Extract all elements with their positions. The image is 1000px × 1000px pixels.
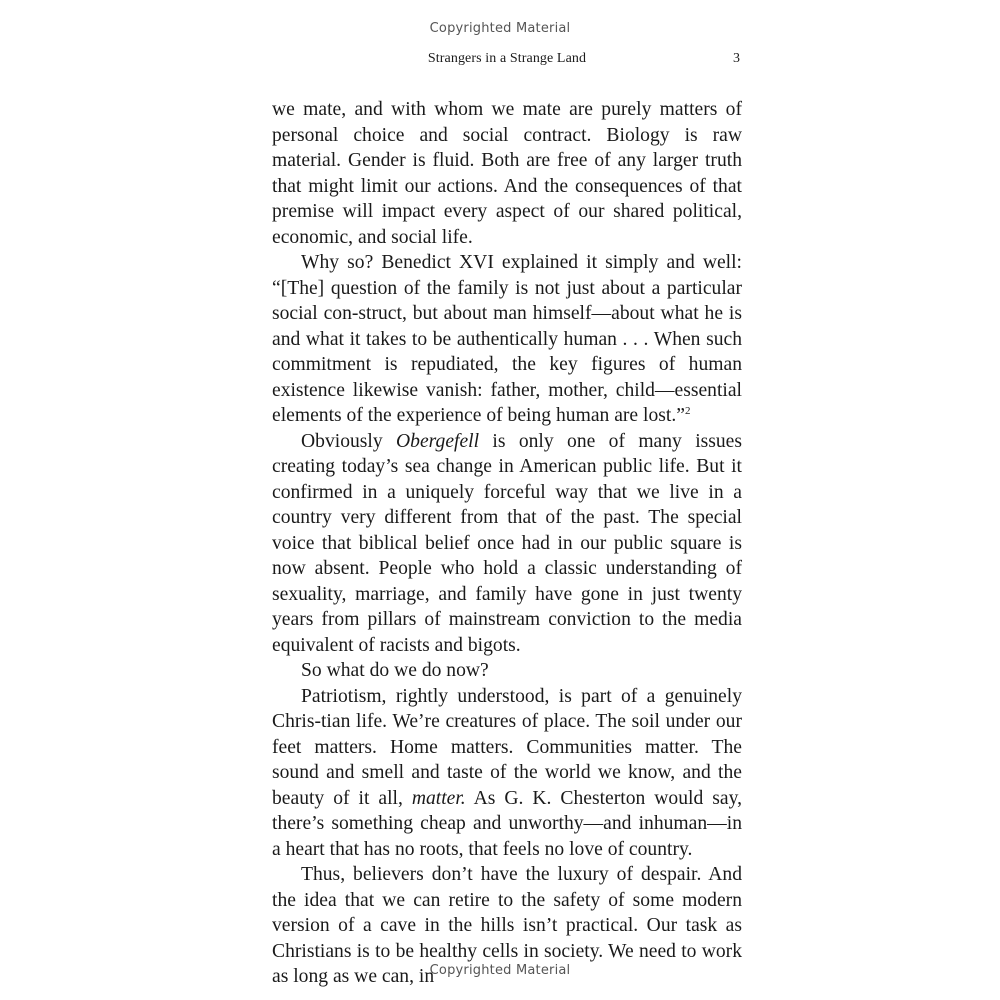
copyright-watermark-top: Copyrighted Material: [429, 21, 571, 36]
copyright-watermark-bottom: Copyrighted Material: [429, 963, 571, 978]
paragraph-3-rest: is only one of many issues creating today’s sea change in American public life. But it confirmed in a uniquely forceful way that we live in a country very different from that of the past. The special voice that biblical belief once had in our public square is now absent. People who hold a classic understanding of sexuality, marriage, and family have gone in just twenty years from pillars of mainstream conviction to the media equivalent of racists and bigots.: [272, 430, 743, 656]
paragraph-4: So what do we do now?: [301, 660, 489, 681]
running-header: [272, 51, 742, 71]
paragraph-5-rest: As G. K. Chesterton would say, there’s something cheap and unworthy—and inhuman—in a heart that has no roots, that feels no love of country.: [272, 787, 742, 860]
paragraph-1: we mate, and with whom we mate are purely matters of personal choice and social contract. Biology is raw material. Gender is fluid. Both are free of any larger truth that might limit our actions. And the consequences of that premise will impact every aspect of our shared political, economic, and social life.: [272, 99, 742, 248]
paragraph-2: [272, 250, 742, 429]
paragraph-5: [272, 684, 742, 863]
paragraph-3: [272, 429, 742, 659]
paragraph-6: Thus, believers don’t have the luxury of despair. And the idea that we can retire to the safety of some modern version of a cave in the hills isn’t practical. Our task as Christians is to be healthy cells in society. We need to work as long as we can, in: [272, 864, 742, 987]
running-title: Strangers in a Strange Land: [427, 51, 587, 66]
page-number: 3: [733, 51, 740, 66]
body-text: [272, 97, 742, 990]
case-name: Obergefell: [396, 430, 480, 452]
footnote-marker: 2: [684, 405, 691, 417]
paragraph-3-lead: Obviously: [301, 430, 396, 452]
paragraph-5-lead: Patriotism, rightly understood, is part of a genuinely Chris-tian life. We’re creatures of place. The soil under our feet matters. Home matters. Communities matter. The sound and smell and taste of the world we know, and the beauty of it all,: [272, 685, 742, 809]
paragraph-2-text: Why so? Benedict XVI explained it simply and well: “[The] question of the family is not just about a particular social con-struct, but about man himself—about what he is and what it takes to be authentically human . . . When such commitment is repudiated, the key figures of human existence likewise vanish: father, mother, child—essential elements of the experience of being human are lost.”: [272, 252, 742, 426]
emphasis-matter: matter.: [411, 787, 466, 809]
